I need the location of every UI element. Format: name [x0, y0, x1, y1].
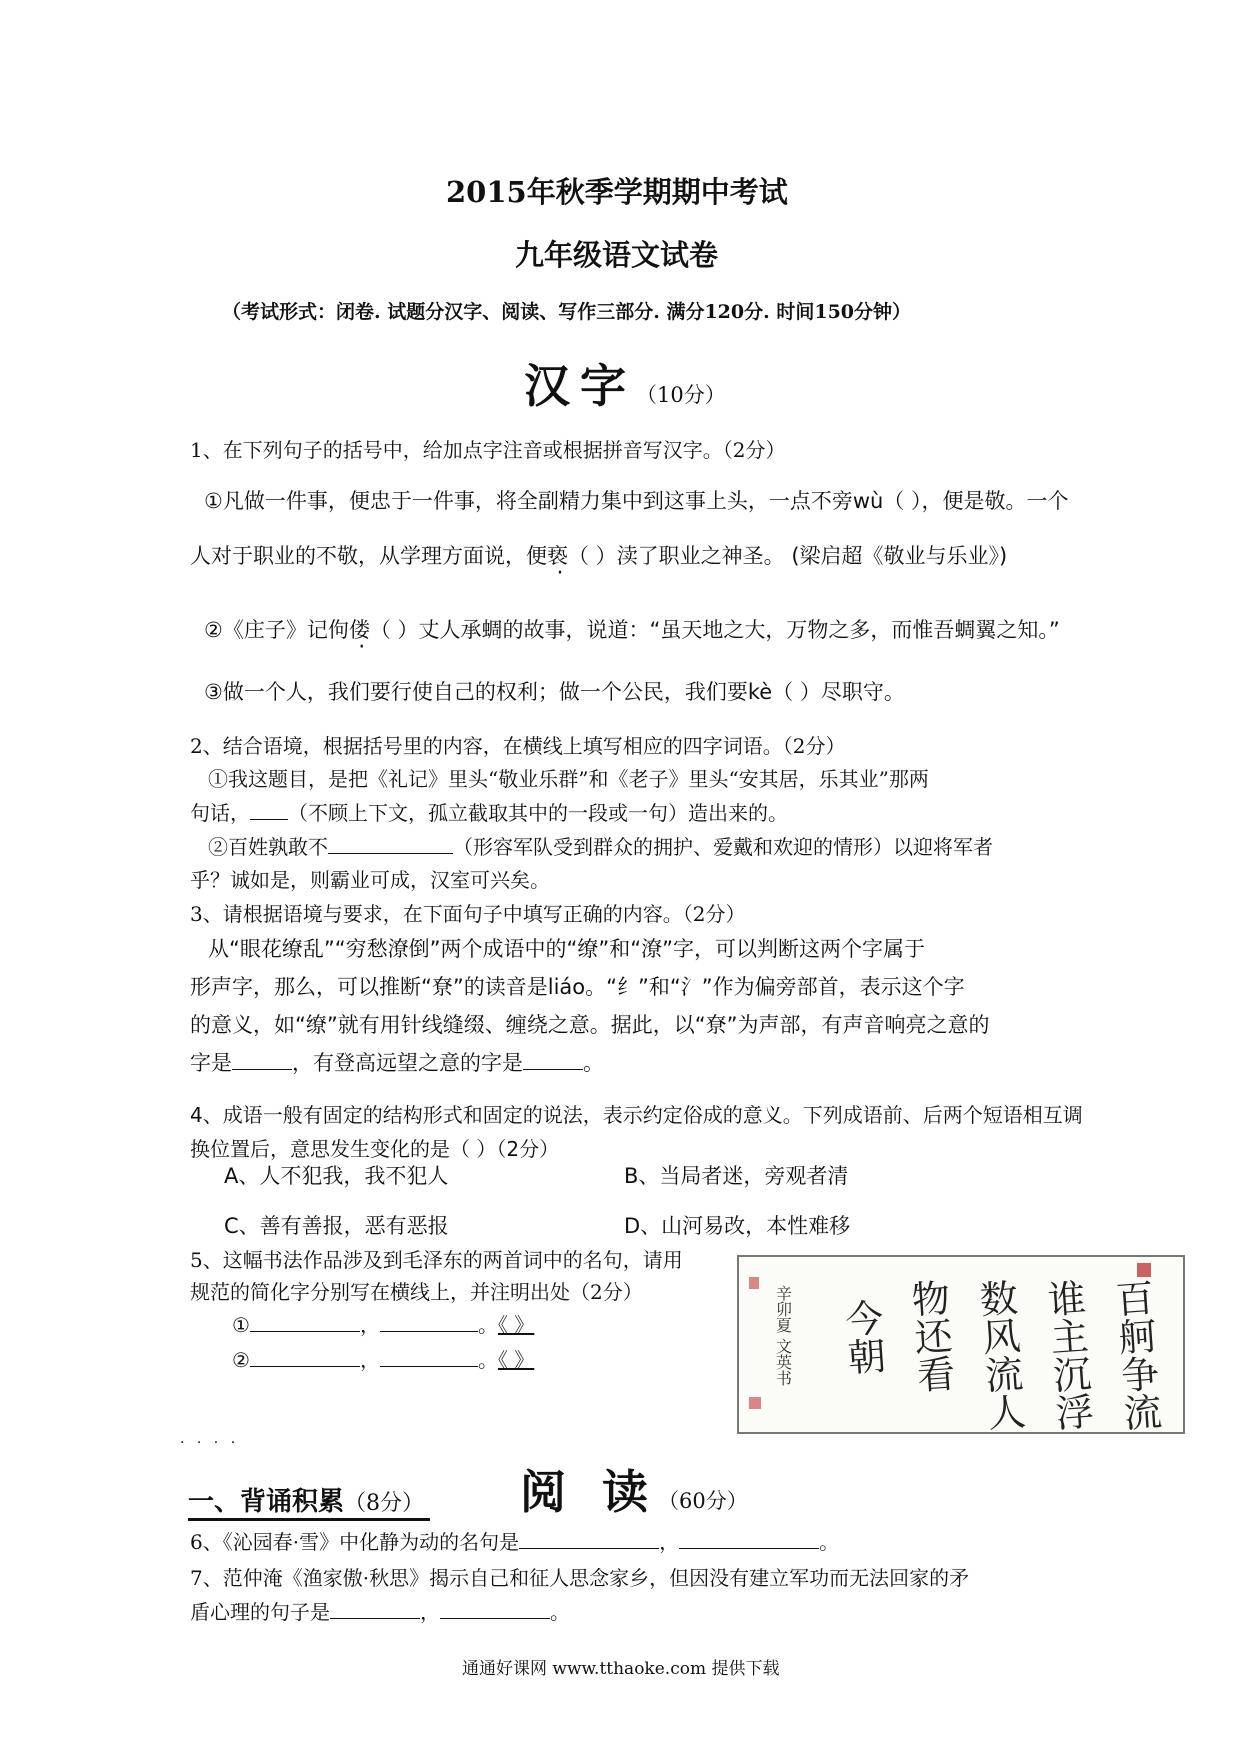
question-1-sentence-1b: [190, 540, 1007, 570]
answer-blank[interactable]: [523, 1047, 583, 1070]
question-5-line-2: 规范的简化字分别写在横线上，并注明出处（2分）: [190, 1280, 643, 1304]
calligraphy-artwork: [737, 1255, 1185, 1434]
question-7-line-2-post: 。: [550, 1600, 570, 1624]
comma: ，: [359, 1313, 380, 1337]
seal-stamp-icon: [749, 1397, 761, 1409]
question-3-line-2: 形声字，那么，可以推断“尞”的读音是liáo。“纟”和“氵”作为偏旁部首，表示这个字: [190, 975, 965, 999]
question-2-line-3: [208, 831, 993, 860]
comma: ，: [359, 1348, 380, 1372]
question-3-line-4-a: 字是: [190, 1051, 232, 1075]
exam-instructions: （考试形式：闭卷. 试题分汉字、阅读、写作三部分. 满分120分. 时间150分钟）: [222, 301, 912, 323]
option-b[interactable]: B、当局者迷，旁观者清: [624, 1164, 849, 1188]
question-1-sentence-1b-post: （ ）渎了职业之神圣。 (梁启超《敬业与乐业》): [568, 544, 1008, 568]
question-5-answer-row-1: [232, 1309, 534, 1338]
seal-stamp-icon: [749, 1277, 759, 1289]
calligraphy-column: 百舸争流: [1108, 1277, 1163, 1432]
question-3-line-4: [190, 1047, 604, 1077]
question-6-post: 。: [819, 1530, 840, 1554]
option-c[interactable]: C、善有善报，恶有恶报: [224, 1214, 449, 1238]
question-4-line-1: 4、成语一般有固定的结构形式和固定的说法，表示约定俗成的意义。下列成语前、后两个短语相互调: [190, 1103, 1083, 1127]
row-number: ①: [232, 1313, 250, 1337]
answer-blank[interactable]: [250, 1309, 360, 1332]
question-7-line-2-mid: ，: [420, 1600, 440, 1624]
answer-blank[interactable]: [380, 1344, 478, 1367]
question-3-line-1: 从“眼花缭乱”“穷愁潦倒”两个成语中的“缭”和“潦”字，可以判断这两个字属于: [208, 937, 926, 961]
question-2-line-3-post: （形容军队受到群众的拥护、爱戴和欢迎的情形）以迎将军者: [453, 835, 993, 859]
calligraphy-inscription: 辛卯夏 文英书: [773, 1285, 793, 1387]
paper-subtitle: 九年级语文试卷: [515, 238, 719, 272]
calligraphy-column: 谁主沉浮: [1040, 1277, 1095, 1432]
answer-blank[interactable]: [250, 797, 288, 820]
option-d[interactable]: D、山河易改，本性难移: [624, 1214, 851, 1238]
question-1-sentence-1a: ①凡做一件事，便忠于一件事，将全副精力集中到这事上头，一点不旁wù（ ），便是敬。一个: [204, 489, 1069, 513]
question-5-line-1: 5、这幅书法作品涉及到毛泽东的两首词中的名句，请用: [190, 1248, 683, 1272]
answer-blank[interactable]: [232, 1047, 292, 1070]
answer-blank[interactable]: [328, 831, 453, 854]
answer-blank[interactable]: [440, 1596, 550, 1619]
dotted-char-xie: 亵: [547, 544, 568, 568]
seal-stamp-icon: [1137, 1263, 1151, 1277]
source-blank[interactable]: 《 》: [497, 1348, 535, 1372]
section-1-heading: [188, 1481, 430, 1521]
period: 。: [477, 1313, 498, 1337]
question-5-answer-row-2: [232, 1344, 534, 1373]
answer-blank[interactable]: [330, 1596, 420, 1619]
question-1-sentence-1b-pre: 人对于职业的不敬，从学理方面说，便: [190, 544, 547, 568]
question-2-line-1: ①我这题目，是把《礼记》里头“敬业乐群”和《老子》里头“安其居，乐其业”那两: [208, 767, 929, 791]
dotted-separator: · · · ·: [180, 1435, 240, 1451]
part-yuedu-points: （60分）: [658, 1489, 748, 1513]
row-number: ②: [232, 1348, 250, 1372]
question-3-stem: 3、请根据语境与要求，在下面句子中填写正确的内容。（2分）: [190, 902, 746, 926]
section-1-title: 一、背诵积累: [188, 1487, 345, 1517]
question-6: [190, 1526, 839, 1555]
exam-title: 2015年秋季学期期中考试: [446, 175, 788, 209]
answer-blank[interactable]: [519, 1526, 659, 1549]
question-4-line-2: 换位置后，意思发生变化的是（ ）（2分）: [190, 1137, 560, 1161]
section-1-points: （8分）: [344, 1491, 425, 1516]
source-blank[interactable]: 《 》: [497, 1313, 535, 1337]
question-2-stem: 2、结合语境，根据括号里的内容，在横线上填写相应的四字词语。（2分）: [190, 734, 846, 758]
question-2-line-3-pre: ②百姓孰敢不: [208, 835, 328, 859]
calligraphy-column: 今朝: [837, 1297, 887, 1377]
question-7-line-2: [190, 1596, 570, 1625]
calligraphy-image: [739, 1257, 1183, 1432]
part-hanzi-points: （10分）: [636, 383, 726, 407]
question-1-stem: 1、在下列句子的括号中，给加点字注音或根据拼音写汉字。（2分）: [190, 438, 786, 462]
answer-blank[interactable]: [679, 1526, 819, 1549]
question-2-line-4: 乎？诚如是，则霸业可成，汉室可兴矣。: [190, 868, 550, 892]
question-3-line-4-c: 。: [583, 1051, 604, 1075]
question-1-sentence-2-post: （ ）丈人承蜩的故事，说道：“虽天地之大，万物之多，而惟吾蜩翼之知。”: [369, 618, 1060, 642]
question-1-sentence-3: ③做一个人，我们要行使自己的权利；做一个公民，我们要kè（ ）尽职守。: [204, 680, 905, 704]
question-1-sentence-2-pre: ②《庄子》记佝: [204, 618, 349, 642]
period: 。: [477, 1348, 498, 1372]
question-2-line-2-post: （不顾上下文，孤立截取其中的一段或一句）造出来的。: [288, 801, 788, 825]
question-2-line-2: [190, 797, 788, 826]
question-3-line-4-b: ，有登高远望之意的字是: [292, 1051, 523, 1075]
answer-blank[interactable]: [250, 1344, 360, 1367]
question-6-mid: ，: [659, 1530, 680, 1554]
question-6-pre: 6、《沁园春·雪》中化静为动的名句是: [190, 1530, 520, 1554]
part-hanzi-heading: [524, 350, 726, 416]
part-hanzi-title: 汉字: [524, 359, 636, 413]
footer-credit: 通通好课网 www.tthaoke.com 提供下载: [462, 1659, 780, 1679]
option-a[interactable]: A、人不犯我，我不犯人: [224, 1164, 449, 1188]
question-3-line-3: 的意义，如“缭”就有用针线缝缀、缠绕之意。据此，以“尞”为声部，有声音响亮之意的: [190, 1013, 990, 1037]
calligraphy-column: 数风流人: [972, 1277, 1027, 1432]
question-1-sentence-2: [204, 614, 1060, 644]
dotted-char-lou: 偻: [348, 618, 370, 642]
calligraphy-column: 物还看: [904, 1277, 956, 1395]
question-2-line-2-pre: 句话，: [190, 801, 250, 825]
part-yuedu-title: 阅 读: [520, 1465, 659, 1519]
question-7-line-2-pre: 盾心理的句子是: [190, 1600, 330, 1624]
question-7-line-1: 7、范仲淹《渔家傲·秋思》揭示自己和征人思念家乡，但因没有建立军功而无法回家的矛: [190, 1566, 970, 1590]
part-yuedu-heading: [520, 1456, 748, 1522]
answer-blank[interactable]: [380, 1309, 478, 1332]
